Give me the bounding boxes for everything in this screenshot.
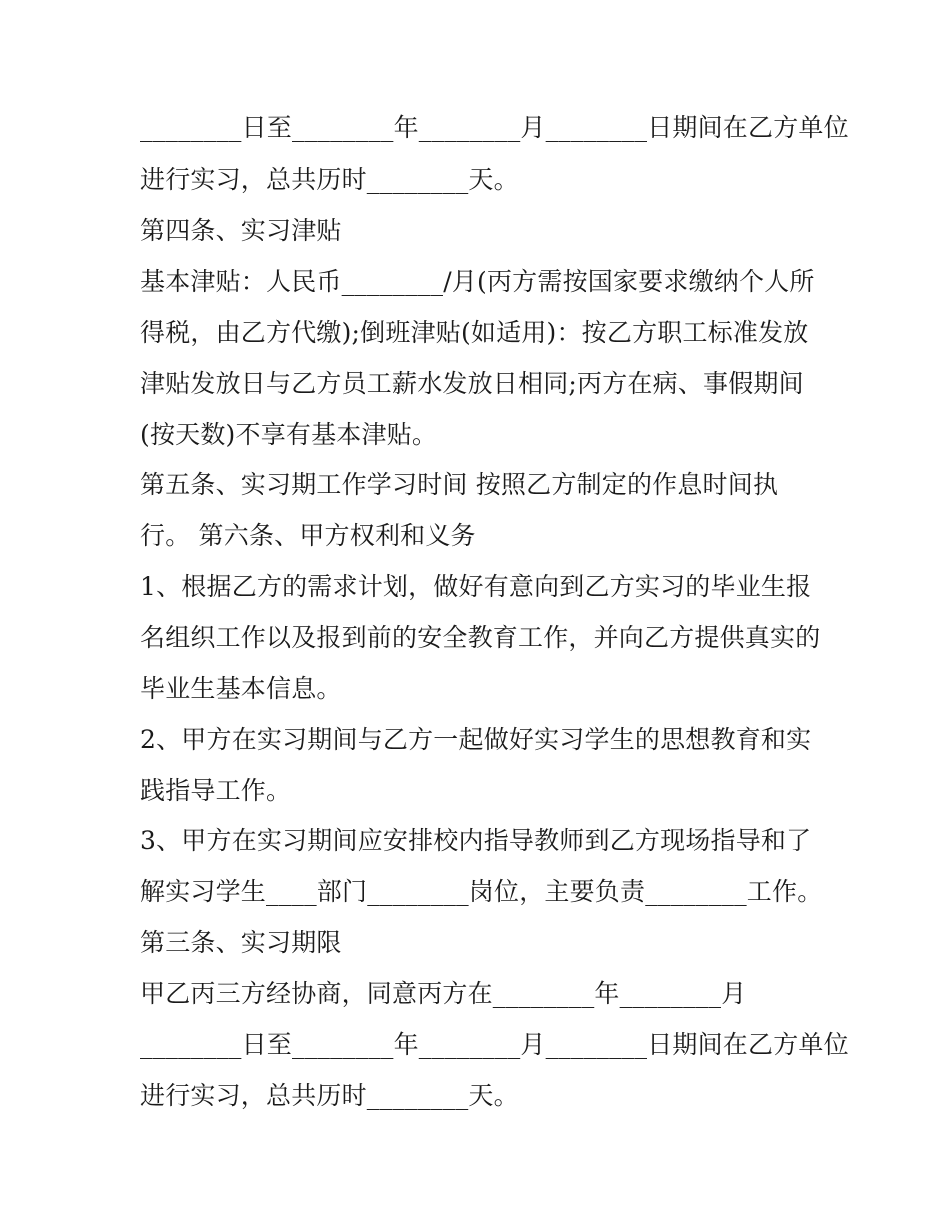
text-line: 得税，由乙方代缴);倒班津贴(如适用)：按乙方职工标准发放 — [140, 318, 809, 347]
text-line: 第四条、实习津贴 — [140, 216, 342, 245]
text-line: 第三条、实习期限 — [140, 928, 342, 957]
text-line: 甲乙丙三方经协商，同意丙方在________年________月 — [140, 979, 747, 1008]
text-line: 践指导工作。 — [140, 776, 292, 805]
text-line: 3、甲方在实习期间应安排校内指导教师到乙方现场指导和了 — [140, 826, 812, 855]
text-line: (按天数)不享有基本津贴。 — [140, 420, 438, 449]
text-line: 进行实习，总共历时________天。 — [140, 1081, 519, 1110]
text-line: 进行实习，总共历时________天。 — [140, 165, 519, 194]
text-line: 1、根据乙方的需求计划，做好有意向到乙方实习的毕业生报 — [140, 572, 812, 601]
text-line: 毕业生基本信息。 — [140, 674, 342, 703]
text-line: 解实习学生____部门________岗位，主要负责________工作。 — [140, 877, 823, 906]
text-line: 津贴发放日与乙方员工薪水发放日相同;丙方在病、事假期间 — [140, 369, 804, 398]
text-line: 2、甲方在实习期间与乙方一起做好实习学生的思想教育和实 — [140, 725, 812, 754]
text-line: 名组织工作以及报到前的安全教育工作，并向乙方提供真实的 — [140, 623, 821, 652]
text-line: 第五条、实习期工作学习时间 按照乙方制定的作息时间执 — [140, 470, 779, 499]
text-line: ________日至________年________月________日期间在乙方单位 — [140, 113, 849, 142]
text-line: ________日至________年________月________日期间在乙方单位 — [140, 1030, 849, 1059]
text-line: 基本津贴：人民币________/月(丙方需按国家要求缴纳个人所 — [140, 267, 815, 296]
text-line: 行。 第六条、甲方权利和义务 — [140, 521, 476, 550]
